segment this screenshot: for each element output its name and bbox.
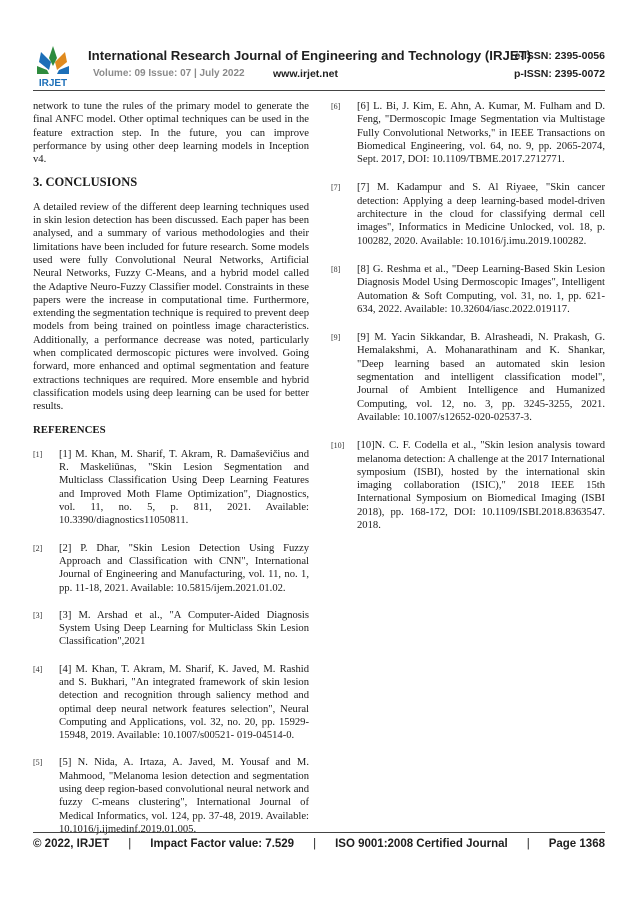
reference-number: [4]: [33, 664, 43, 674]
header-divider: [33, 90, 605, 91]
reference-text: [2] P. Dhar, "Skin Lesion Detection Using Fuzzy Approach and Classification with CNN", International Journal of Engineering and Manufacturing, vol. 11, no. 1, pp. 11-18, 2021. Available: 10.5815/ijem.2021.01.02.: [59, 542, 309, 594]
reference-item: [33, 663, 309, 743]
page-header: [33, 44, 605, 92]
footer-separator: |: [313, 838, 317, 850]
reference-text: [10]N. C. F. Codella et al., "Skin lesion analysis toward melanoma detection: A challenge at the 2017 International symposium (ISBI), hosted by the international skin imaging collaboration (ISIC)," 2018 IEEE 15th International Symposium on Biomedical Imaging (ISBI 2018), pp. 168-172, DOI: 10.1109/ISBI.2018.8363547. 2018.: [357, 440, 605, 532]
left-column: [33, 100, 309, 850]
reference-item: [331, 181, 605, 247]
reference-text: [7] M. Kadampur and S. Al Riyaee, "Skin cancer detection: Applying a deep learning-based model-driven architecture in the cloud for classifying dermal cell images", Informatics in Medicine Unlocked, vol. 18, p. 100282, 2020. Available: 10.1016/j.imu.2019.100282.: [357, 182, 605, 247]
reference-text: [6] L. Bi, J. Kim, E. Ahn, A. Kumar, M. Fulham and D. Feng, "Dermoscopic Image Segmentation via Multistage Fully Convolutional Networks," in IEEE Transactions on Biomedical Engineering, vol. 64, no. 9, pp. 2065-2074, Sept. 2017, DOI: 10.1109/TBME.2017.2712771.: [357, 101, 605, 166]
reference-item: [331, 263, 605, 316]
footer-separator: |: [526, 838, 530, 850]
p-issn: p-ISSN: 2395-0072: [513, 68, 605, 80]
reference-number: [2]: [33, 543, 43, 553]
reference-number: [6]: [331, 102, 341, 111]
reference-number: [7]: [331, 183, 341, 193]
logo-text: IRJET: [38, 78, 68, 88]
reference-item: [331, 331, 605, 424]
reference-number: [10]: [331, 441, 345, 451]
impact-factor: Impact Factor value: 7.529: [150, 838, 295, 850]
reference-number: [1]: [33, 449, 43, 459]
footer-divider: [33, 832, 605, 833]
reference-number: [3]: [33, 610, 43, 620]
reference-number: [8]: [331, 264, 341, 274]
reference-text: [5] N. Nida, A. Irtaza, A. Javed, M. Yousaf and M. Mahmood, "Melanoma lesion detection and segmentation using deep region-based convolutional neural network and fuzzy C-means clustering", International Journal of Medical Informatics, vol. 124, pp. 37-48, 2019. Available: 10.1016/j.ijmedinf.2019.01.005.: [59, 757, 309, 835]
conclusions-heading: 3. CONCLUSIONS: [33, 175, 138, 190]
right-column: [331, 100, 605, 547]
reference-text: [1] M. Khan, M. Sharif, T. Akram, R. Damaševičius and R. Maskeliūnas, "Skin Lesion Segmentation and Multiclass Classification Using Deep Learning Features and Improved Moth Flame Optimization", Diagnostics, vol. 11, no. 5, p. 811, 2021. Available: 10.3390/diagnostics11050811.: [59, 448, 309, 527]
intro-paragraph: network to tune the rules of the primary model to generate the final ANFC model. Other optimal techniques can be used in the feature extraction step. In the future, you can improve performance by using other deep learning models in Inception v4.: [33, 101, 309, 166]
footer-separator: |: [128, 838, 132, 850]
reference-number: [9]: [331, 333, 341, 343]
reference-text: [8] G. Reshma et al., "Deep Learning-Based Skin Lesion Diagnosis Model Using Dermoscopic Images", Intelligent Automation & Soft Computing, vol. 31, no. 1, pp. 621-634, 2022. Available: 10.32604/iasc.2022.019117.: [357, 263, 605, 315]
reference-text: [9] M. Yacin Sikkandar, B. Alrasheadi, N. Prakash, G. Hemalakshmi, A. Mohanarathinam and K. Shankar, "Deep learning based an automated skin lesion segmentation and intelligent classification model", Journal of Ambient Intelligence and Humanized Computing, vol. 12, no. 3, pp. 3245-3255, 2021. Available: 10.1007/s12652-020-02537-3.: [357, 332, 605, 423]
irjet-logo-icon: [33, 44, 73, 88]
references-heading: REFERENCES: [33, 423, 106, 436]
reference-item: [33, 448, 309, 528]
reference-text: [4] M. Khan, T. Akram, M. Sharif, K. Javed, M. Rashid and S. Bukhari, "An integrated framework of skin lesion detection and recognition through saliency method and optimal deep neural network features selection", Neural Computing and Applications, vol. 32, no. 20, pp. 15929-15948, 2019. Available: 10.1007/s00521- 019-04514-0.: [59, 663, 309, 742]
website-link[interactable]: www.irjet.net: [273, 68, 338, 80]
reference-item: [33, 542, 309, 595]
conclusions-paragraph: A detailed review of the different deep learning techniques used in skin lesion detection has been discussed. Each paper has been analysed, and a summary of various methodologies and their limitations have been included for future research. Some models used were fully Convolutional Neural Networks, Artificial Neural Networks, Fuzzy C-Means, and a hybrid model called the Adaptive Neuro-Fuzzy Classifier model. Constraints in these papers were the increase in computational time. Furthermore, extending the segmentation technique is required to prevent deep models from being trained on pointless image characteristics. Additionally, a performance decrease was noted, particularly when complicated dermoscopic pictures were involved. Going forward, more enhanced and optimal segmentation and feature extractions techniques are required. More ensemble and hybrid classification models using deep learning can be used for better results.: [33, 201, 309, 413]
journal-title: International Research Journal of Engineering and Technology (IRJET): [88, 48, 532, 63]
volume-issue: Volume: 09 Issue: 07 | July 2022: [93, 68, 245, 79]
reference-item: [331, 100, 605, 166]
reference-item: [33, 609, 309, 649]
reference-number: [5]: [33, 758, 43, 768]
page-footer: [33, 838, 605, 850]
reference-item: [331, 439, 605, 532]
reference-text: [3] M. Arshad et al., "A Computer-Aided Diagnosis System Using Deep Learning for Multiclass Skin Lesion Classification",2021: [59, 609, 309, 648]
e-issn: e-ISSN: 2395-0056: [514, 50, 605, 62]
reference-item: [33, 756, 309, 836]
page-number: Page 1368: [548, 838, 605, 850]
copyright: © 2022, IRJET: [33, 838, 110, 850]
iso-certification: ISO 9001:2008 Certified Journal: [335, 838, 508, 850]
